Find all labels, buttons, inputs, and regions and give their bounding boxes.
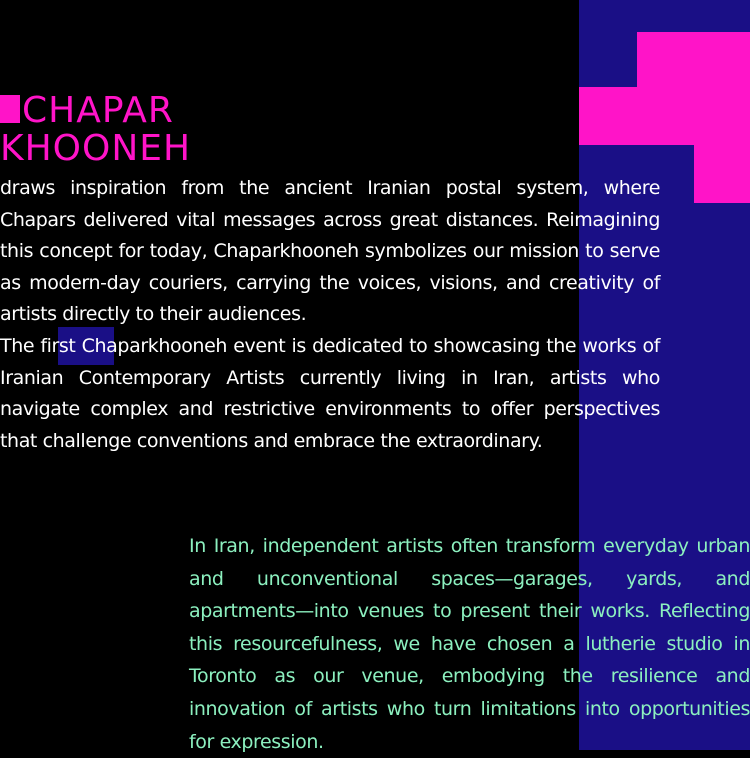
pink-block-middle <box>579 87 750 145</box>
page-title <box>0 92 191 168</box>
intro-text <box>0 173 660 457</box>
title-line-2: KHOONEH <box>0 128 192 169</box>
pink-block-bottom <box>694 145 750 203</box>
venue-text: In Iran, independent artists often transform everyday urban and unconventional spaces—garages, yards, and apartments—into venues to present their works. Reflecting this resourcefulness, we have chosen a lutherie studio in Toronto as our venue, embodying the resilience and innovation of artists who turn limitations into opportunities for expression. <box>189 535 750 753</box>
title-line-1 <box>0 92 191 130</box>
pink-block-top <box>637 32 750 87</box>
intro-paragraph-1: draws inspiration from the ancient Iranian postal system, where Chapars delivered vital messages across great distances. Reimagining this concept for today, Chaparkhooneh symbolizes our mission to serve as modern-day couriers, carrying the voices, visions, and creativity of artists directly to their audiences. <box>0 177 660 326</box>
intro-paragraph-2: The first Chaparkhooneh event is dedicated to showcasing the works of Iranian Contemporary Artists currently living in Iran, artists who navigate complex and restrictive environments to offer perspectives that challenge conventions and embrace the extraordinary. <box>0 334 660 452</box>
title-text-1: CHAPAR <box>22 90 174 131</box>
title-square-mark <box>0 95 20 123</box>
